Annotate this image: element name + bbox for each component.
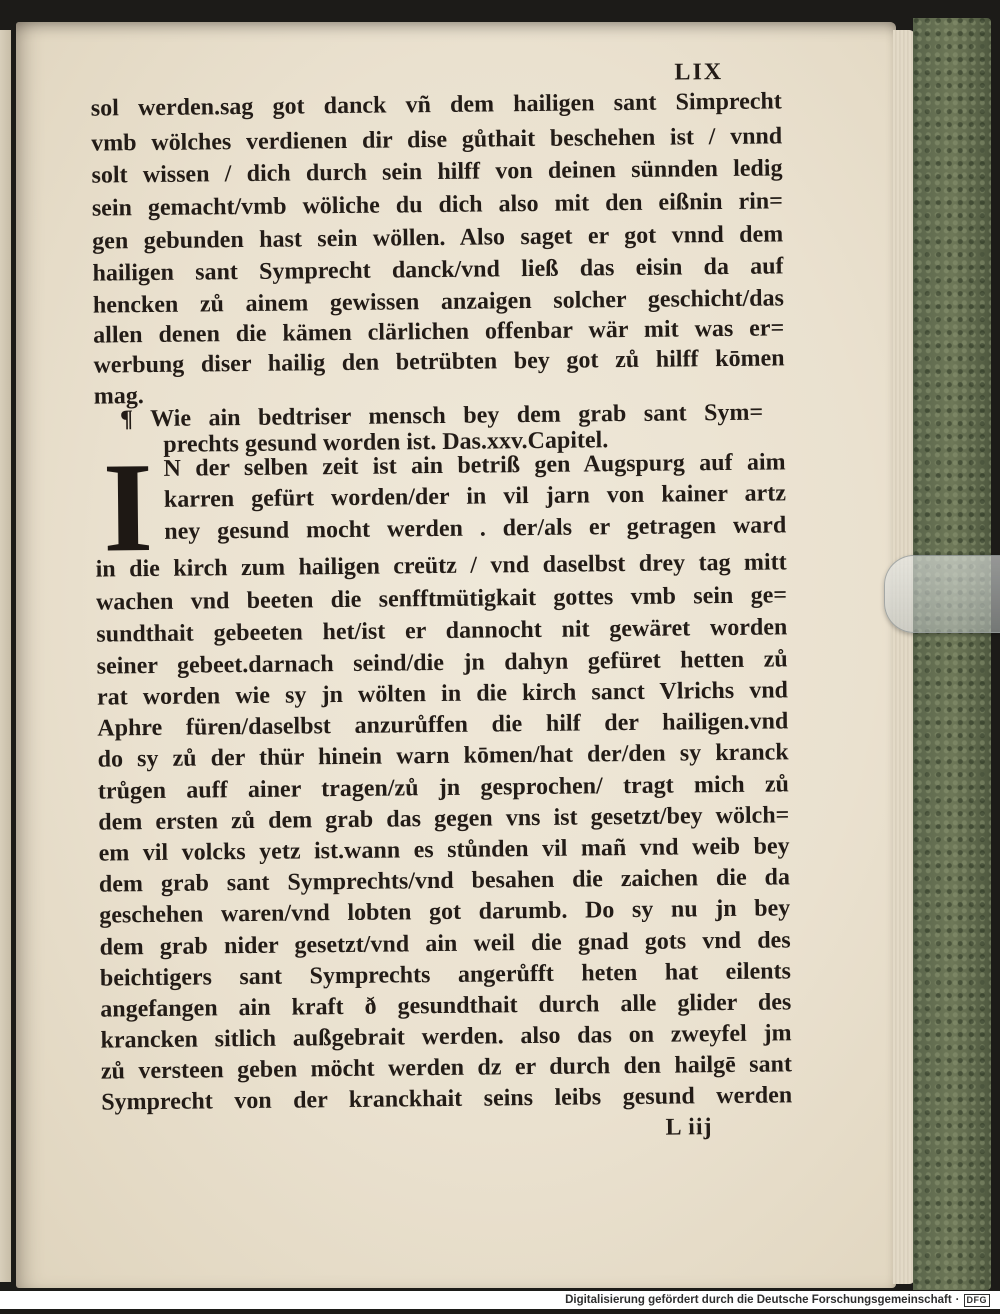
text-line: mag. <box>93 383 144 410</box>
text-line: solt wissen / dich durch sein hilff von deinen sünnden ledig <box>91 155 783 189</box>
text-line: dem ersten zů dem grab das gegen vns ist gesetzt/bey wölch= <box>98 802 790 836</box>
text-line: gen gebunden hast sein wöllen. Also saget er got vnnd dem <box>92 221 784 255</box>
text-line: dem grab nider gesetzt/vnd ain weil die gnad gots vnd des <box>99 927 791 961</box>
text-line: vmb wölches verdienen dir dise gůthait beschehen ist / vnnd <box>91 123 783 157</box>
dfg-logo: DFG <box>964 1294 991 1307</box>
footer-separator: · <box>955 1294 960 1306</box>
text-line: rat worden wie sy jn wölten in die kirch sanct Vlrichs vnd <box>96 677 789 711</box>
funding-credit: Digitalisierung gefördert durch die Deutsche Forschungsgemeinschaft <box>565 1294 952 1306</box>
page-clip <box>884 555 1000 633</box>
text-line: sundthait gebeeten het/ist er dannocht nit gewäret worden <box>96 614 788 648</box>
text-line: beichtigers sant Symprechts angerůfft heten hat eilents <box>99 958 792 992</box>
text-line: zů versteen geben möcht werden dz er durch den hailgē sant <box>100 1051 793 1085</box>
text-line: em vil volcks yetz ist.wann es stůnden vil mañ vnd weib bey <box>98 833 790 867</box>
text-line: dem grab sant Symprechts/vnd besahen die zaichen die da <box>98 864 791 898</box>
text-line: angefangen ain kraft ð gesundthait durch alle glider des <box>100 989 792 1023</box>
text-line: werbung diser hailig den betrübten bey got zů hilff kōmen <box>93 345 785 379</box>
text-line: wachen vnd beeten die senfftmütigkait gottes vmb sein ge= <box>95 582 788 616</box>
folio-number: LIX <box>674 59 724 86</box>
text-line: do sy zů der thür hinein warn kōmen/hat der/den sy kranck <box>97 739 789 773</box>
text-line: allen denen die kämen clärlichen offenbar wär mit was er= <box>93 315 785 349</box>
funding-footer <box>0 1291 1000 1309</box>
text-line: sol werden.sag got danck vñ dem hailigen sant Simprecht <box>90 88 782 122</box>
text-line: Aphre füren/daselbst anzurůffen die hilf der hailigen.vnd <box>97 708 789 742</box>
text-line: N der selben zeit ist ain betriß gen Augspurg auf aim <box>163 449 786 482</box>
chapter-heading-line: ¶ Wie ain bedtriser mensch bey dem grab sant Sym= <box>119 399 764 433</box>
text-line: geschehen waren/vnd lobten got darumb. Do sy nu jn bey <box>99 895 791 929</box>
text-line: ney gesund mocht werden . der/als er getragen ward <box>164 512 787 545</box>
text-line: trůgen auff ainer tragen/zů jn gesprochen/ tragt mich zů <box>97 771 790 805</box>
text-line: hailigen sant Symprecht danck/vnd ließ das eisin da auf <box>92 253 784 287</box>
text-line: karren gefürt worden/der in vil jarn von kainer artz <box>163 480 787 513</box>
text-line: hencken zů ainem gewissen anzaigen solcher geschicht/das <box>92 285 784 319</box>
text-line: seiner gebeet.darnach seind/die jn dahyn gefüret hetten zů <box>96 646 788 680</box>
signature-mark: L iij <box>665 1114 713 1141</box>
text-line: krancken sitlich außgebrait werden. also das on zweyfel jm <box>100 1020 792 1054</box>
chapter-heading-line: prechts gesund worden ist. Das.xxv.Capitel. <box>163 427 609 458</box>
text-line: Symprecht von der kranckhait seins leibs gesund werden <box>101 1082 793 1116</box>
drop-cap-initial: I <box>102 436 154 579</box>
text-line: sein gemacht/vmb wöliche du dich also mit den eißnin rin= <box>91 188 783 222</box>
text-line: in die kirch zum hailigen creütz / vnd daselbst drey tag mitt <box>95 549 787 583</box>
